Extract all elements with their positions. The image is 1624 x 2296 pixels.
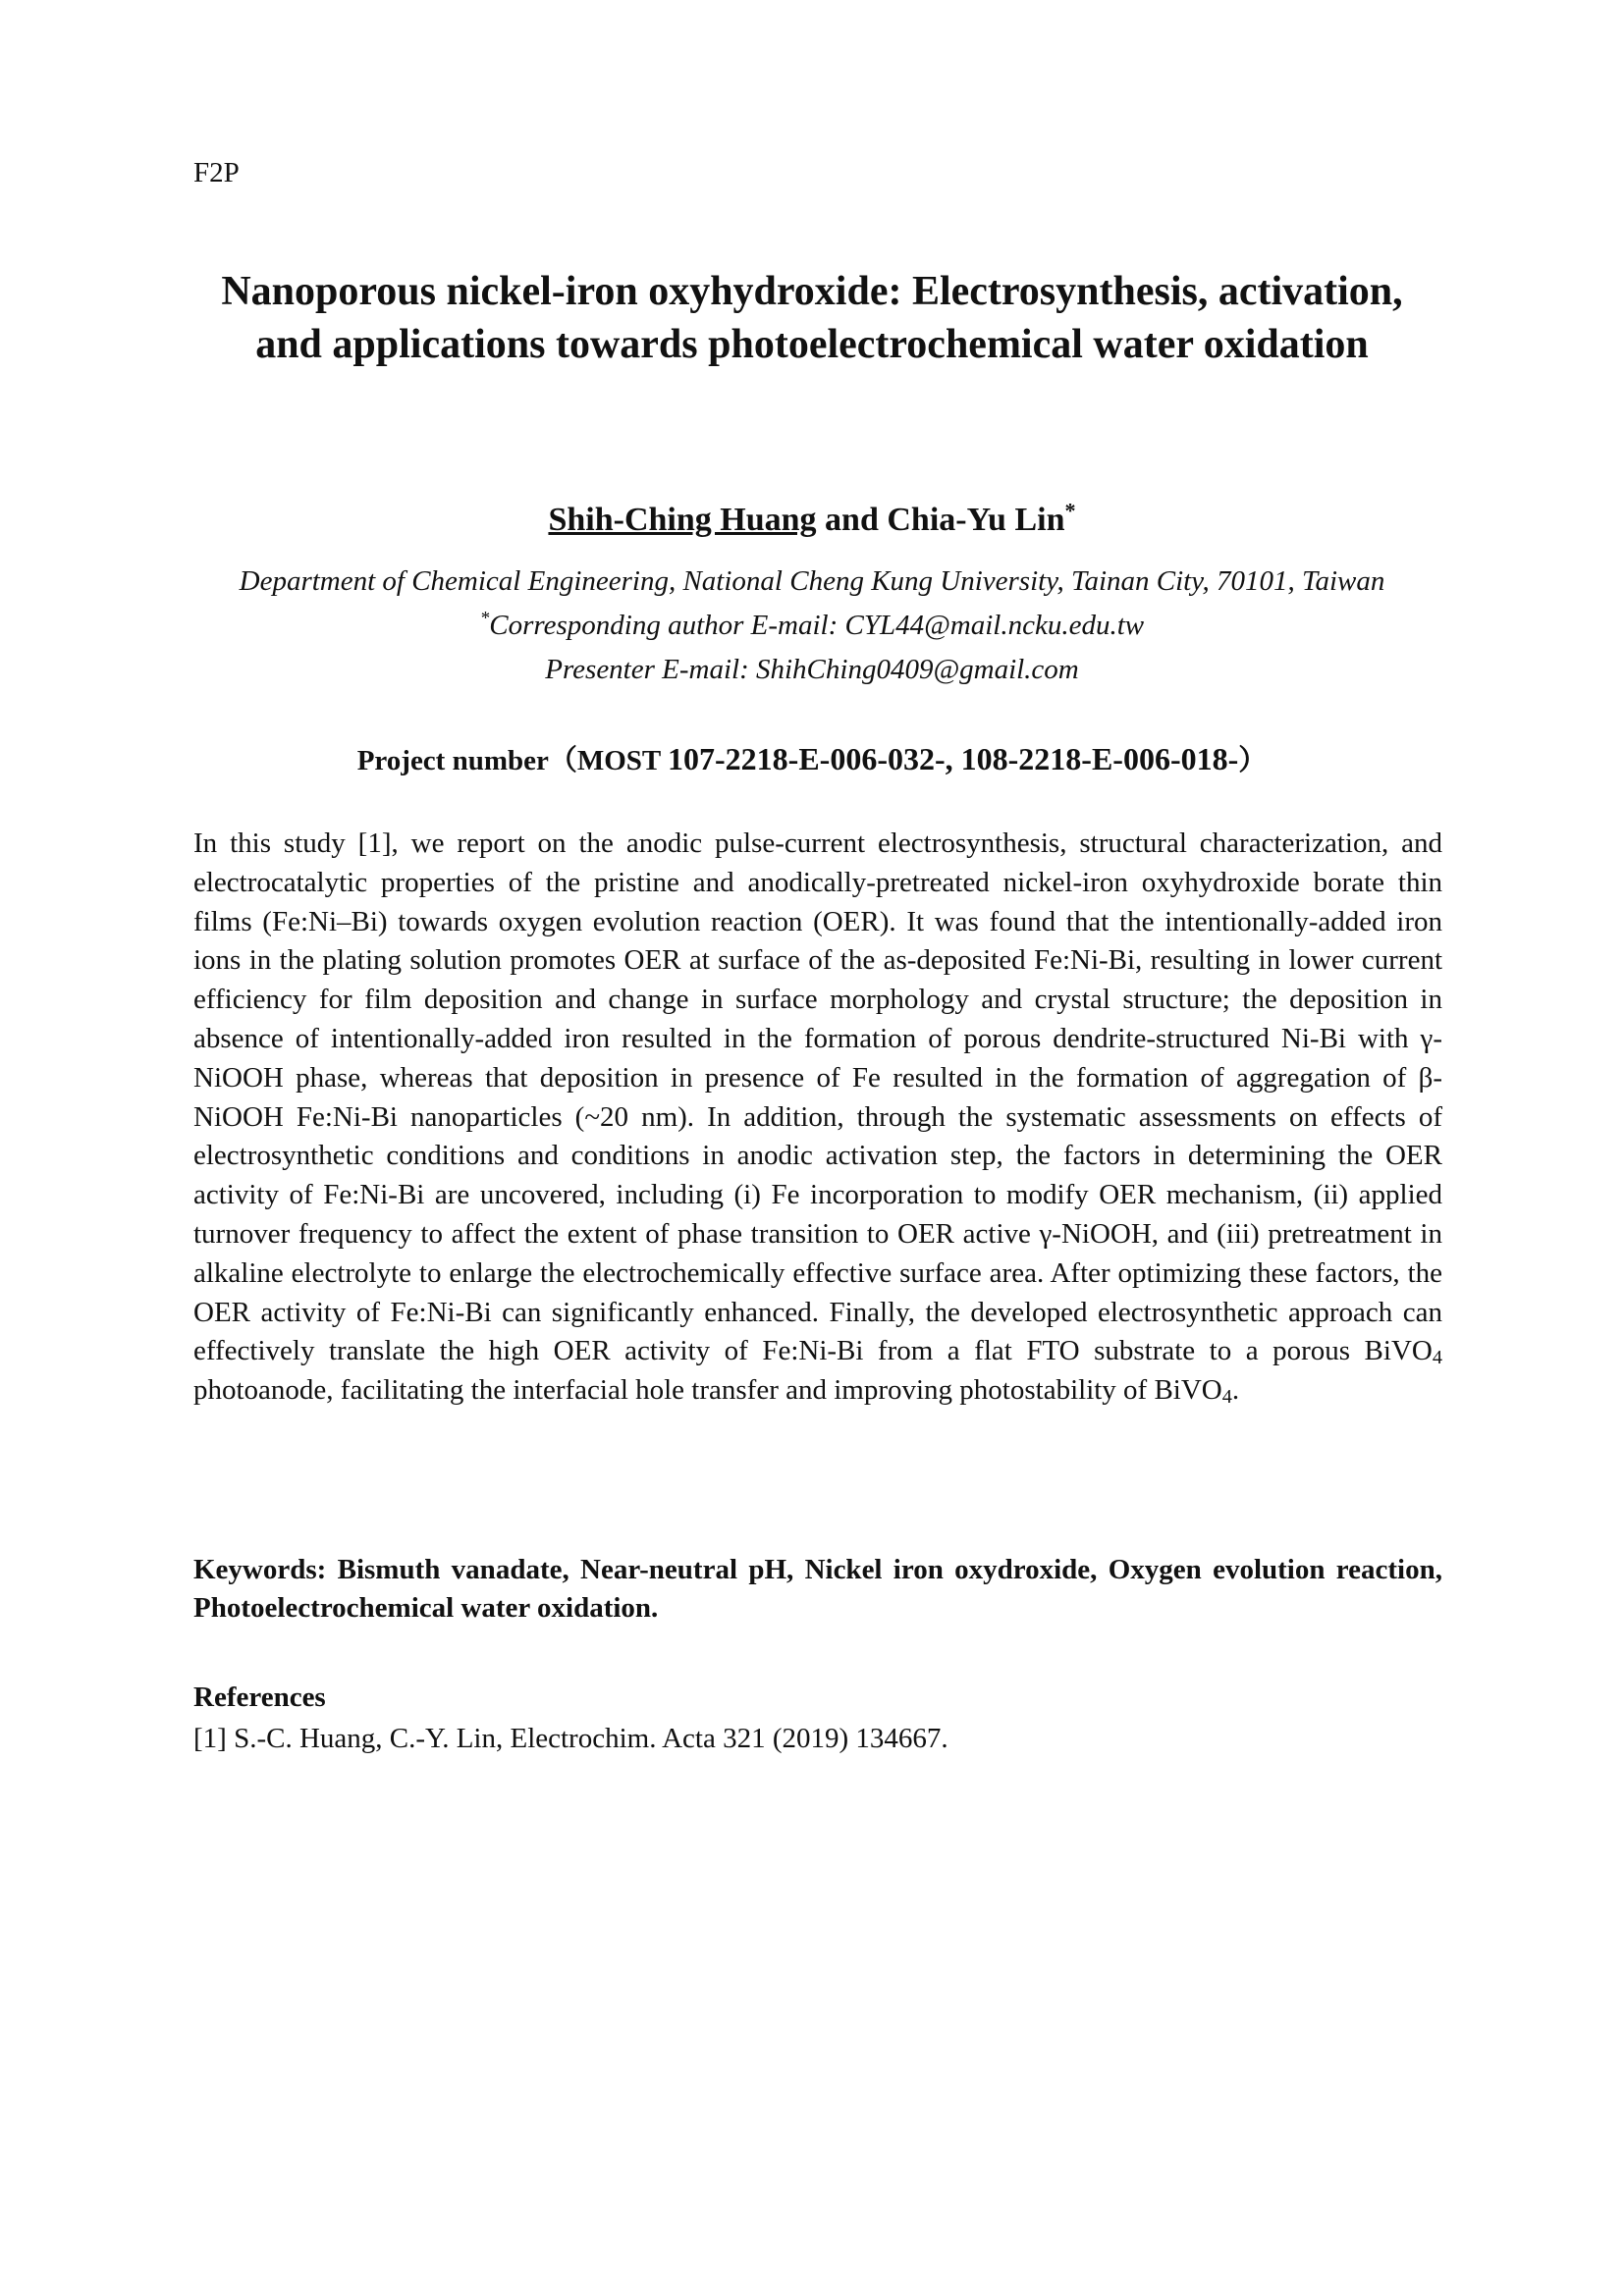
- project-label: Project number（MOST: [356, 745, 669, 776]
- author-connector: and: [816, 502, 888, 538]
- abstract-part-2: photoanode, facilitating the interfacial hole transfer and improving photostability of BiVO: [193, 1374, 1222, 1407]
- project-close: ）: [1238, 745, 1268, 776]
- abstract-part-1: In this study [1], we report on the anodic pulse-current electrosynthesis, structural characterization, and electrocatalytic properties of the pristine and anodically-pretreated nickel-iron oxyhydroxide borate thin films (Fe:Ni–Bi) towards oxygen evolution reaction (OER). It was found that the intentionally-added iron ions in the plating solution promotes OER at surface of the as-deposited Fe:Ni-Bi, resulting in lower current efficiency for film deposition and change in surface morphology and crystal structure; the deposition in absence of intentionally-added iron resulted in the formation of porous dendrite-structured Ni-Bi with γ-NiOOH phase, whereas that deposition in presence of Fe resulted in the formation of aggregation of β-NiOOH Fe:Ni-Bi nanoparticles (~20 nm). In addition, through the systematic assessments on effects of electrosynthetic conditions and conditions in anodic activation step, the factors in determining the OER activity of Fe:Ni-Bi are uncovered, including (i) Fe incorporation to modify OER mechanism, (ii) applied turnover frequency to affect the extent of phase transition to OER active γ-NiOOH, and (iii) pretreatment in alkaline electrolyte to enlarge the electrochemically effective surface area. After optimizing these factors, the OER activity of Fe:Ni-Bi can significantly enhanced. Finally, the developed electrosynthetic approach can effectively translate the high OER activity of Fe:Ni-Bi from a flat FTO substrate to a porous BiVO: [193, 828, 1442, 1367]
- project-numbers: 107-2218-E-006-032-, 108-2218-E-006-018-: [668, 741, 1239, 776]
- abstract-body: [193, 825, 1442, 1411]
- abstract-part-3: .: [1231, 1374, 1240, 1407]
- corresponding-mark: *: [1064, 498, 1076, 523]
- abstract-subscript-2: 4: [1221, 1386, 1232, 1409]
- author-line: [193, 499, 1431, 542]
- project-number-line: [193, 737, 1431, 782]
- abstract-subscript-1: 4: [1432, 1347, 1442, 1369]
- paper-title: Nanoporous nickel-iron oxyhydroxide: Electrosynthesis, activation, and applications towards photoelectrochemical water oxidation: [221, 269, 1403, 367]
- affiliation: Department of Chemical Engineering, National Cheng Kung University, Tainan City, 70101, Taiwan: [239, 565, 1385, 597]
- corresponding-email: Corresponding author E-mail: CYL44@mail.ncku.edu.tw: [489, 610, 1145, 641]
- presenter-author: Shih-Ching Huang: [548, 502, 817, 538]
- references-heading: References: [193, 1682, 326, 1713]
- corresponding-email-mark: *: [479, 608, 490, 629]
- corresponding-author: Chia-Yu Lin: [887, 502, 1065, 538]
- keywords: Keywords: Bismuth vanadate, Near-neutral pH, Nickel iron oxydroxide, Oxygen evolution reaction, Photoelectrochemical water oxidation.: [193, 1554, 1442, 1624]
- corresponding-email-line: [193, 604, 1431, 648]
- presenter-email: Presenter E-mail: ShihChing0409@gmail.com: [545, 654, 1079, 685]
- affiliation-block: [193, 560, 1431, 692]
- reference-item: [1] S.-C. Huang, C.-Y. Lin, Electrochim. Acta 321 (2019) 134667.: [193, 1723, 948, 1754]
- abstract-code: F2P: [193, 157, 240, 188]
